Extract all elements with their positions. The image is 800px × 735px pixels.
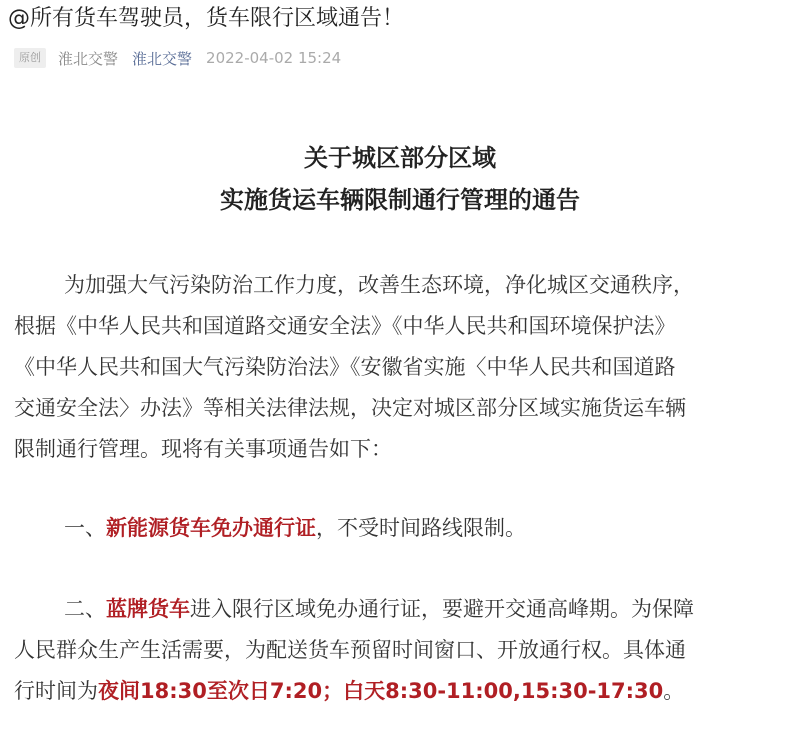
item-2-line-2: 人民群众生产生活需要，为配送货车预留时间窗口、开放通行权。具体通: [14, 638, 686, 662]
intro-line-1: 为加强大气污染防治工作力度，改善生态环境，净化城区交通秩序，: [64, 273, 694, 297]
item-2-line-1-rest: 进入限行区域免办通行证，要避开交通高峰期。为保障: [190, 597, 694, 621]
hours-separator: ；: [322, 679, 344, 703]
item-1: [64, 513, 526, 543]
notice-title-line1: 关于城区部分区域: [304, 144, 496, 172]
item-2-end: 。: [663, 679, 685, 703]
night-hours: 夜间18:30至次日7:20: [98, 679, 323, 703]
day-hours: 白天8:30-11:00,15:30-17:30: [343, 679, 664, 703]
item-2-line-1: [64, 594, 694, 624]
item-2-highlight: 蓝牌货车: [106, 597, 190, 621]
article-title: @所有货车驾驶员，货车限行区域通告！: [8, 6, 405, 31]
publish-date: 2022-04-02 15:24: [206, 49, 342, 67]
item-2-prefix: 二、: [64, 597, 106, 621]
intro-line-4: 交通安全法〉办法》等相关法律法规，决定对城区部分区域实施货运车辆: [14, 396, 686, 420]
account-link[interactable]: 淮北交警: [132, 49, 193, 68]
intro-line-3: 《中华人民共和国大气污染防治法》《安徽省实施〈中华人民共和国道路: [14, 355, 676, 379]
item-1-rest: ，不受时间路线限制。: [316, 516, 526, 540]
notice-title-line2: 实施货运车辆限制通行管理的通告: [220, 186, 580, 214]
author-name: 淮北交警: [58, 49, 119, 68]
item-1-prefix: 一、: [64, 516, 106, 540]
original-badge: 原创: [14, 48, 46, 68]
item-1-highlight: 新能源货车免办通行证: [106, 516, 316, 540]
intro-line-2: 根据《中华人民共和国道路交通安全法》《中华人民共和国环境保护法》: [14, 314, 676, 338]
article-meta: [14, 47, 341, 69]
item-2-line-3-prefix: 行时间为: [14, 679, 98, 703]
intro-line-5: 限制通行管理。现将有关事项通告如下：: [14, 437, 392, 461]
item-2-line-3: [14, 676, 684, 706]
